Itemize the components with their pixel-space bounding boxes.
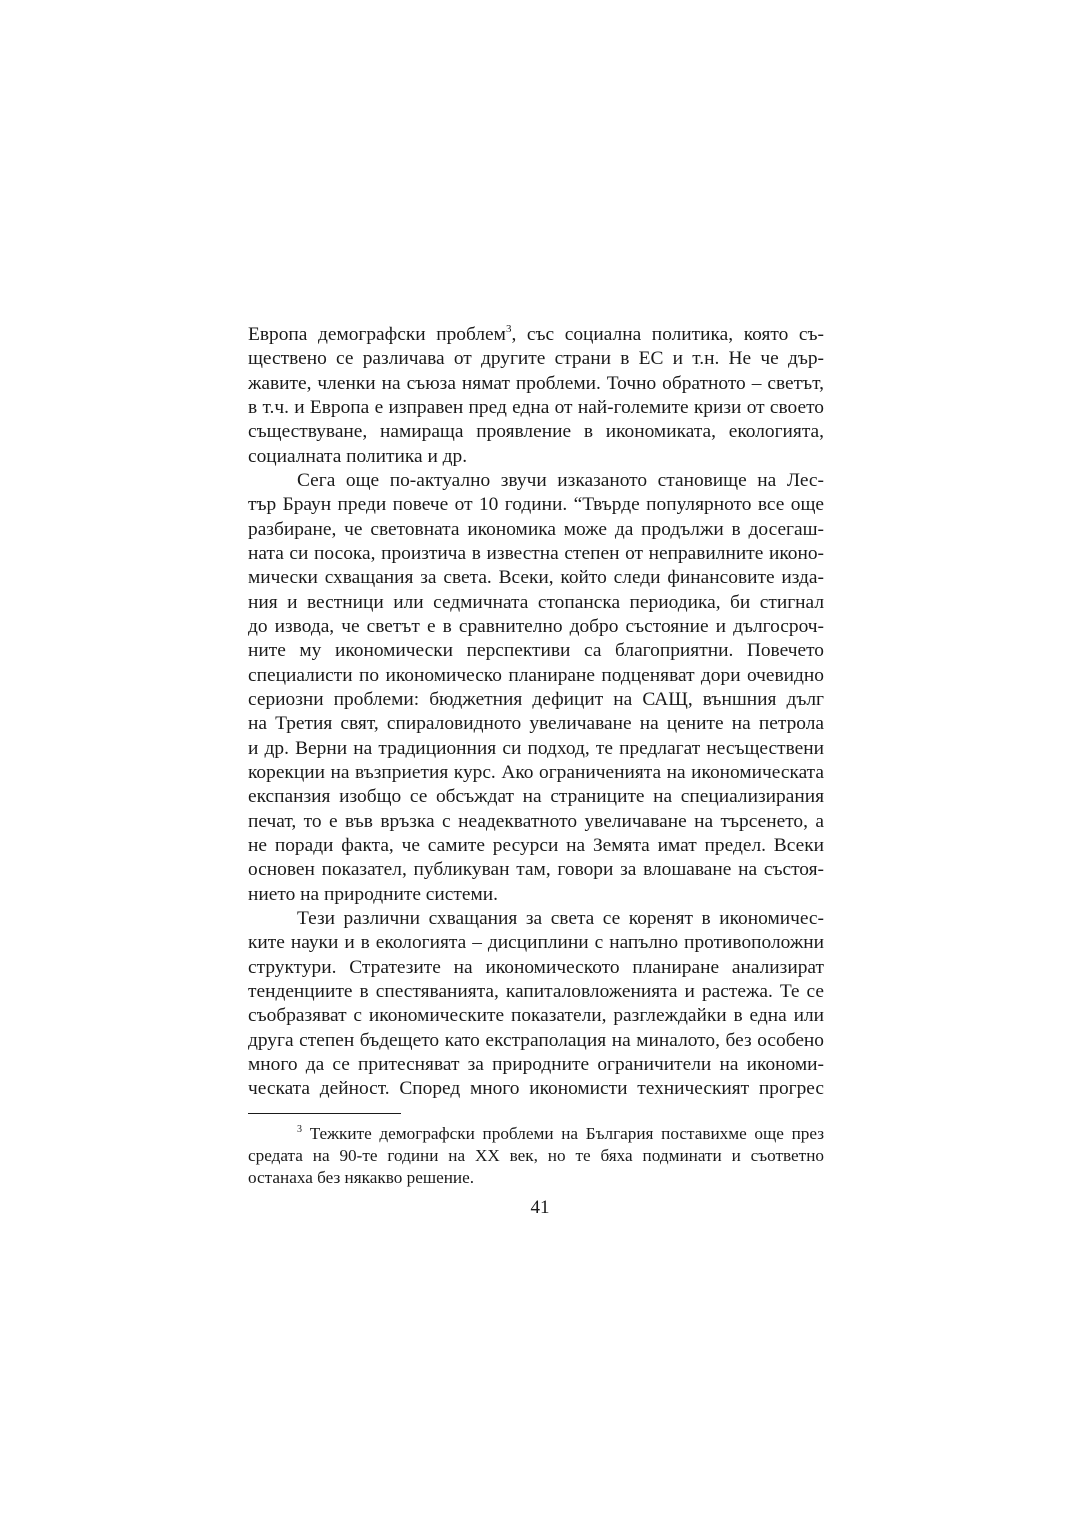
text-line: мически схващания за света. Всеки, който следи финансовите изда-: [248, 567, 824, 589]
text-line: ществено се различава от другите страни в ЕС и т.н. Не че дър-: [248, 348, 824, 370]
text-line: съществуване, намираща проявление в икономиката, екологията,: [248, 421, 824, 443]
text-line: не поради факта, че самите ресурси на Земята имат предел. Всеки: [248, 834, 824, 856]
text-line: тър Браун преди повече от 10 години. “Твърде популярното все още: [248, 494, 824, 516]
main-text: [248, 323, 824, 1102]
text-line: и др. Верни на традиционния си подход, те предлагат несъществени: [248, 737, 824, 759]
text-line: в т.ч. и Европа е изправен пред една от най-големите кризи от своето: [248, 396, 824, 418]
text-line: сериозни проблеми: бюджетния дефицит на САЩ, външния дълг: [248, 688, 824, 710]
text-line: до извода, че светът е в сравнително добро състояние и дългосроч-: [248, 615, 824, 637]
text-line: корекции на възприетия курс. Ако ограниченията на икономическата: [248, 761, 824, 783]
text-line: печат, то е във връзка с неадекватното увеличаване на търсенето, а: [248, 810, 824, 832]
text-line: тенденциите в спестяванията, капиталовложенията и растежа. Те се: [248, 980, 824, 1002]
footnote-marker: 3: [297, 1124, 302, 1135]
text-line: ните му икономически перспективи са благоприятни. Повечето: [248, 640, 824, 662]
footnote-line: останаха без някакво решение.: [248, 1168, 475, 1187]
text-line: друга степен бъдещето като екстраполация на миналото, без особено: [248, 1029, 824, 1051]
text-line: на Третия свят, спираловидното увеличаване на цените на петрола: [248, 713, 824, 735]
text-line: социалната политика и др.: [248, 445, 468, 467]
footnote-line: $^3$ Тежките демографски проблеми на България поставихме още през: [297, 1124, 824, 1143]
text-line: съобразяват с икономическите показатели, разглеждайки в една или: [248, 1005, 824, 1027]
footnote-ref[interactable]: 3: [505, 323, 512, 335]
paragraph-start: Тези различни схващания за света се коренят в икономичес-: [297, 907, 824, 929]
text-line: ния и вестници или седмичната стопанска периодика, би стигнал: [248, 591, 824, 613]
text-line: ческата дейност. Според много икономисти техническият прогрес: [248, 1078, 824, 1100]
text-line: основен показател, публикуван там, говори за влошаване на състоя-: [248, 859, 824, 881]
page-number: 41: [530, 1197, 550, 1218]
footnote-divider: [248, 1113, 401, 1114]
text-line: разбиране, че световната икономика може да продължи в досегаш-: [248, 518, 824, 540]
text-line: Европа демографски проблем$^3$, със социална политика, която съ-: [248, 323, 824, 345]
text-line: много да се притесняват за природните ограничители на икономи-: [248, 1053, 824, 1075]
text-line: експанзия изобщо се обсъждат на страниците на специализирания: [248, 786, 824, 808]
text-line: жавите, членки на съюза нямат проблеми. Точно обратното – светът,: [248, 372, 824, 394]
footnote: [248, 1123, 824, 1189]
paragraph-start: Сега още по-актуално звучи изказаното становище на Лес-: [297, 469, 824, 491]
text-line: ките науки и в екологията – дисциплини с напълно противоположни: [248, 932, 824, 954]
text-line: нието на природните системи.: [248, 883, 498, 905]
text-line: структури. Стратезите на икономическото планиране анализират: [248, 956, 824, 978]
text-line: ната си посока, произтича в известна степен от неправилните иконо-: [248, 542, 824, 564]
footnote-line: средата на 90-те години на ХХ век, но те бяха подминати и съответно: [248, 1146, 824, 1165]
text-line: специалисти по икономическо планиране подценяват дори очевидно: [248, 664, 824, 686]
